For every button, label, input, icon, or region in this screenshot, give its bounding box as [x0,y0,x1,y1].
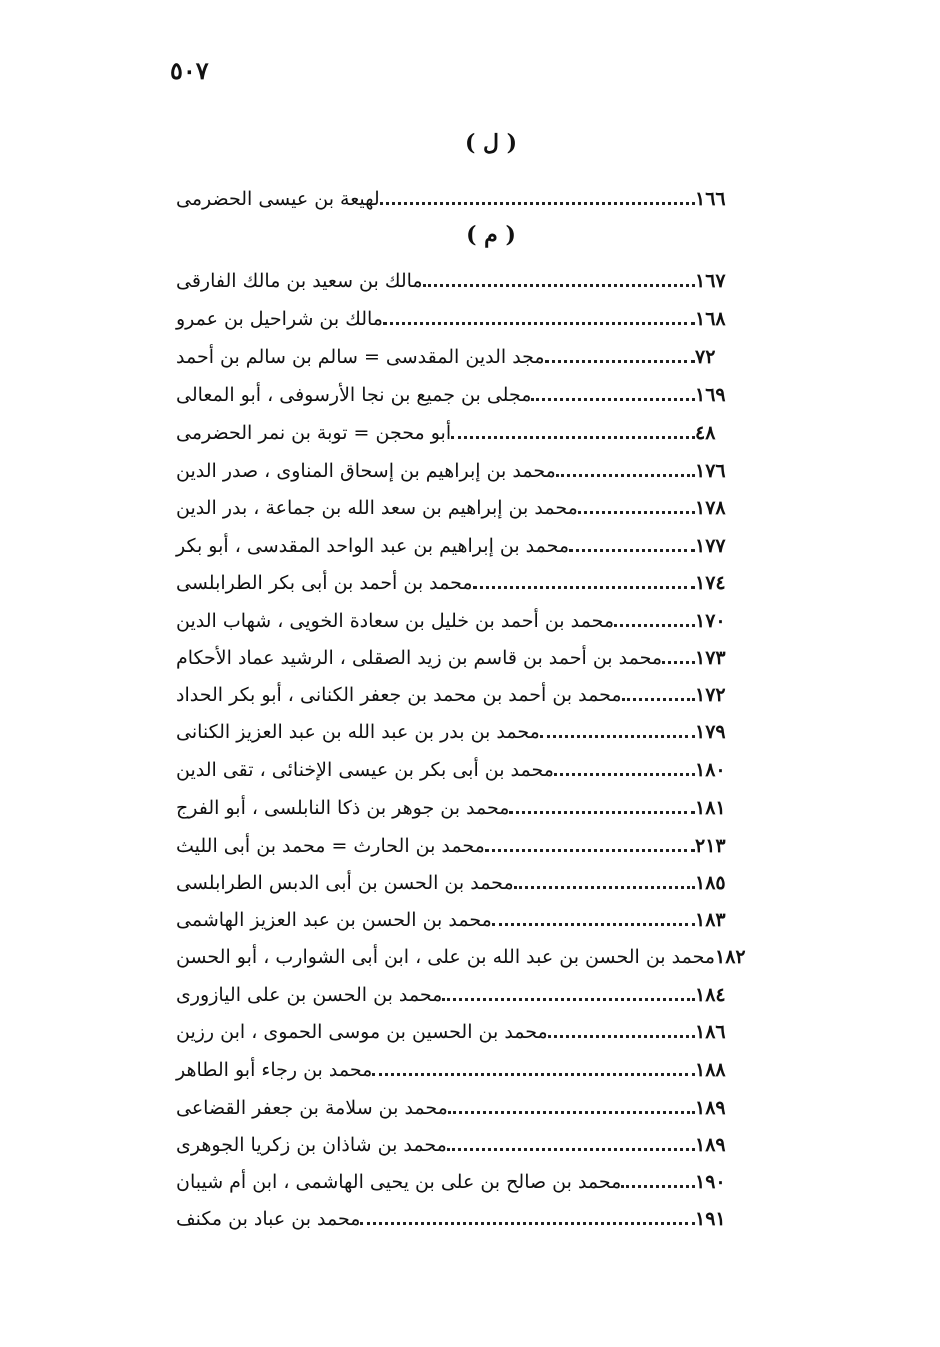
page-number: ٥٠٧ [170,56,209,85]
index-entry [170,751,795,785]
index-entry [170,938,795,972]
entry-page: ١٨٣ [695,909,726,931]
entry-page: ١٦٩ [695,384,726,406]
dot-leader [509,811,695,814]
dot-leader [380,202,695,205]
entry-page: ١٨١ [695,797,726,819]
entry-page: ١٨٤ [695,984,726,1006]
entry-page: ١٨٠ [695,759,726,781]
entry-name: محمد بن أحمد بن محمد بن جعفر الكنانى ، أبو بكر الحداد [176,684,622,706]
entry-page: ١٦٨ [695,308,726,330]
dot-leader [662,661,695,664]
dot-leader [578,511,695,514]
entry-name: محمد بن الحسن بن على اليازورى [176,984,443,1006]
dot-leader [492,923,695,926]
entry-page: ١٩٠ [695,1171,726,1193]
entry-name: محمد بن رجاء أبو الطاهر [176,1059,373,1081]
index-entry [170,639,795,673]
entry-name: محمد بن الحسن بن عبد الله بن على ، ابن أبى الشوارب ، أبو الحسن [176,946,716,968]
index-entry [170,262,795,296]
entry-page: ١٩١ [695,1208,726,1230]
dot-leader [531,398,695,401]
dot-leader [383,322,695,325]
entry-page: ١٦٧ [695,270,726,292]
entry-name: أبو محجن = توبة بن نمر الحضرمى [176,422,452,444]
entry-name: محمد بن شاذان بن زكريا الجوهرى [176,1134,447,1156]
dot-leader [485,849,695,852]
dot-leader [360,1222,695,1225]
entry-page: ١٧٦ [695,460,726,482]
dot-leader [556,474,695,477]
section-heading-mim: ( م ) [466,222,516,248]
entry-page: ١٨٨ [695,1059,726,1081]
index-entry [170,564,795,598]
dot-leader [545,360,695,363]
entry-name: محمد بن الحارث = محمد بن أبى الليث [176,835,485,857]
index-entry [170,602,795,636]
entry-page: ١٨٢ [715,946,746,968]
dot-leader [554,773,695,776]
dot-leader [473,586,695,589]
dot-leader [514,886,695,889]
dot-leader [548,1035,695,1038]
entry-page: ١٧٧ [695,535,726,557]
entry-name: محمد بن عباد بن مكنف [176,1208,361,1230]
entry-name: مالك بن سعيد بن مالك الفارقى [176,270,423,292]
dot-leader [423,284,695,287]
entry-page: ١٧٤ [695,572,726,594]
entry-name: مجد الدين المقدسى = سالم بن سالم بن أحمد [176,346,545,368]
entry-page: ١٨٩ [695,1134,726,1156]
entry-name: محمد بن الحسن بن عبد العزيز الهاشمى [176,909,492,931]
index-entry [170,489,795,523]
entry-page: ١٨٦ [695,1021,726,1043]
dot-leader [451,436,695,439]
dot-leader [622,698,695,701]
index-entry [170,1126,795,1160]
entry-page: ١٧٢ [695,684,726,706]
entry-name: محمد بن أحمد بن قاسم بن زيد الصقلى ، الرشيد عماد الأحكام [176,647,663,669]
entry-name: محمد بن الحسين بن موسى الحموى ، ابن رزين [176,1021,548,1043]
entry-name: محمد بن إبراهيم بن إسحاق المناوى ، صدر الدين [176,460,556,482]
index-entry [170,901,795,935]
entry-page: ٢١٣ [695,835,726,857]
entry-name: محمد بن إبراهيم بن عبد الواحد المقدسى ، أبو بكر [176,535,570,557]
entry-page: ١٧٠ [695,610,726,632]
index-entry [170,376,795,410]
index-entry [170,1200,795,1234]
index-entry [170,338,795,372]
entry-name: لهيعة بن عيسى الحضرمى [176,188,380,210]
entry-page: ١٧٣ [695,647,726,669]
entry-name: محمد بن الحسن بن أبى الدبس الطرابلسى [176,872,514,894]
dot-leader [372,1073,695,1076]
dot-leader [569,549,695,552]
entry-name: محمد بن إبراهيم بن سعد الله بن جماعة ، بدر الدين [176,497,578,519]
dot-leader [621,1185,695,1188]
index-entry [170,1051,795,1085]
entry-name: محمد بن أحمد بن أبى بكر الطرابلسى [176,572,473,594]
entry-name: مجلى بن جميع بن نجا الأرسوفى ، أبو المعالى [176,384,532,406]
entry-page: ٧٢ [695,346,716,368]
entry-name: محمد بن أبى بكر بن عيسى الإخنائى ، تقى الدين [176,759,554,781]
entry-name: مالك بن شراحيل بن عمرو [176,308,383,330]
index-entry [170,300,795,334]
entry-name: محمد بن صالح بن على بن يحيى الهاشمى ، ابن أم شيبان [176,1171,622,1193]
section-heading-lam: ( ل ) [464,130,518,156]
dot-leader [442,998,695,1001]
index-entry [170,452,795,486]
dot-leader [448,1111,695,1114]
index-entry [170,976,795,1010]
index-entry [170,414,795,448]
index-entry [170,827,795,861]
index-entry [170,180,795,214]
index-entry [170,1089,795,1123]
index-entry [170,713,795,747]
index-entry [170,789,795,823]
dot-leader [540,735,695,738]
entry-page: ١٦٦ [695,188,726,210]
index-entry [170,527,795,561]
entry-page: ١٧٩ [695,721,726,743]
dot-leader [614,624,695,627]
entry-name: محمد بن بدر بن عبد الله بن عبد العزيز الكنانى [176,721,540,743]
entry-name: محمد بن جوهر بن ذكا النابلسى ، أبو الفرج [176,797,510,819]
entry-page: ١٧٨ [695,497,726,519]
entry-page: ٤٨ [695,422,716,444]
entry-page: ١٨٥ [695,872,726,894]
dot-leader [447,1148,695,1151]
index-entry [170,676,795,710]
entry-name: محمد بن سلامة بن جعفر القضاعى [176,1097,448,1119]
index-entry [170,864,795,898]
index-entry [170,1013,795,1047]
index-entry [170,1163,795,1197]
entry-page: ١٨٩ [695,1097,726,1119]
entry-name: محمد بن أحمد بن خليل بن سعادة الخويى ، شهاب الدين [176,610,615,632]
